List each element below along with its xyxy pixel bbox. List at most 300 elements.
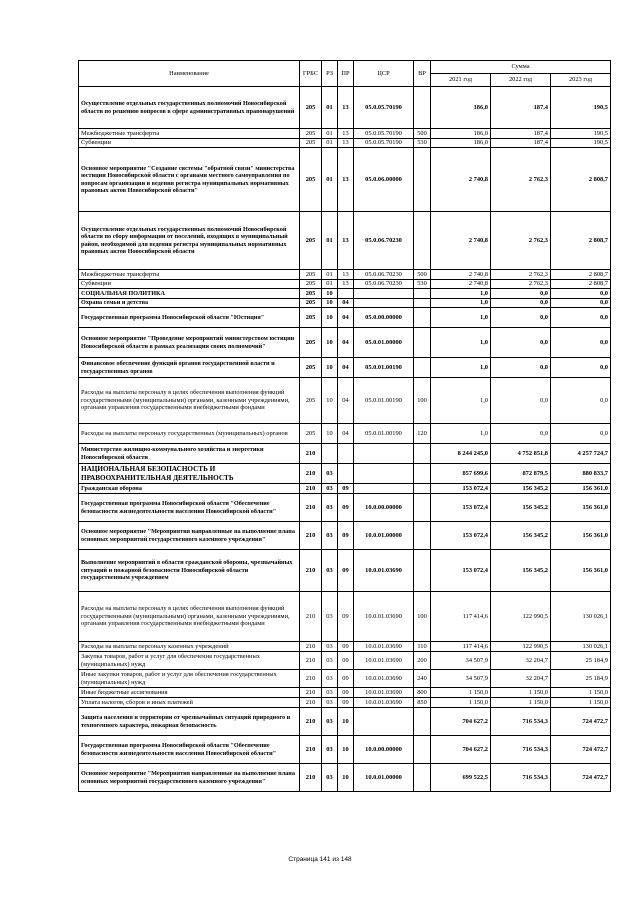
row-vr bbox=[414, 358, 431, 378]
row-value-2021: 704 627,2 bbox=[431, 708, 491, 736]
row-rz: 01 bbox=[322, 212, 338, 270]
row-csr bbox=[354, 708, 414, 736]
row-vr bbox=[414, 494, 431, 522]
row-vr: 120 bbox=[414, 424, 431, 444]
row-pr: 13 bbox=[338, 129, 354, 139]
row-value-2023: 190,5 bbox=[551, 139, 611, 148]
row-rz: 03 bbox=[322, 494, 338, 522]
row-pr: 13 bbox=[338, 280, 354, 289]
table-row bbox=[79, 642, 611, 652]
row-grbs: 205 bbox=[300, 299, 322, 308]
table-row bbox=[79, 212, 611, 270]
row-rz: 03 bbox=[322, 550, 338, 592]
row-value-2022: 0,0 bbox=[491, 358, 551, 378]
table-row bbox=[79, 358, 611, 378]
row-value-2021: 2 740,8 bbox=[431, 148, 491, 212]
row-vr bbox=[414, 464, 431, 484]
row-value-2021: 153 072,4 bbox=[431, 484, 491, 494]
row-value-2023: 0,0 bbox=[551, 424, 611, 444]
row-grbs: 210 bbox=[300, 688, 322, 698]
row-name: Субвенции bbox=[79, 139, 300, 148]
row-csr: 10.0.01.03690 bbox=[354, 592, 414, 642]
row-value-2022: 156 345,2 bbox=[491, 522, 551, 550]
row-name: Основное мероприятие "Мероприятия направленные на выполнение плана основных мероприятий государственного казенного учреждения" bbox=[79, 522, 300, 550]
row-grbs: 205 bbox=[300, 424, 322, 444]
row-pr: 13 bbox=[338, 87, 354, 129]
row-csr: 05.0.01.00190 bbox=[354, 424, 414, 444]
row-rz: 03 bbox=[322, 698, 338, 708]
row-name: Охрана семьи и детства bbox=[79, 299, 300, 308]
row-grbs: 210 bbox=[300, 444, 322, 464]
row-grbs: 205 bbox=[300, 129, 322, 139]
row-value-2021: 34 507,9 bbox=[431, 652, 491, 670]
row-name: Расходы на выплаты персоналу в целях обеспечения выполнения функций государственными (муниципальными) органами, казенными учреждениями, органами управления государственными внебюджетными фондами bbox=[79, 378, 300, 424]
row-value-2021: 153 072,4 bbox=[431, 494, 491, 522]
row-csr: 10.0.01.03690 bbox=[354, 642, 414, 652]
row-value-2023: 0,0 bbox=[551, 308, 611, 328]
table-body bbox=[79, 87, 611, 792]
row-value-2021: 186,0 bbox=[431, 87, 491, 129]
table-row bbox=[79, 148, 611, 212]
row-vr: 110 bbox=[414, 642, 431, 652]
row-pr: 04 bbox=[338, 358, 354, 378]
row-vr: 100 bbox=[414, 592, 431, 642]
row-rz: 01 bbox=[322, 280, 338, 289]
table-row bbox=[79, 270, 611, 280]
row-rz: 10 bbox=[322, 299, 338, 308]
row-value-2021: 857 699,6 bbox=[431, 464, 491, 484]
row-csr: 05.0.00.00000 bbox=[354, 308, 414, 328]
row-name: Иные бюджетные ассигнования bbox=[79, 688, 300, 698]
row-vr: 530 bbox=[414, 139, 431, 148]
row-pr bbox=[338, 289, 354, 299]
row-pr: 13 bbox=[338, 212, 354, 270]
row-name: Основное мероприятие "Проведение мероприятий министерством юстиции Новосибирской области в рамках реализации своих полномочий" bbox=[79, 328, 300, 358]
row-name: Защита населения и территории от чрезвычайных ситуаций природного и техногенного характера, пожарная безопасность bbox=[79, 708, 300, 736]
row-value-2021: 1,0 bbox=[431, 308, 491, 328]
row-csr: 10.0.00.00000 bbox=[354, 736, 414, 764]
header-pr: ПР bbox=[338, 61, 354, 87]
row-grbs: 210 bbox=[300, 494, 322, 522]
row-vr bbox=[414, 299, 431, 308]
row-name: Финансовое обеспечение функций органов государственной власти и государственных органов bbox=[79, 358, 300, 378]
row-value-2022: 187,4 bbox=[491, 129, 551, 139]
row-pr: 09 bbox=[338, 652, 354, 670]
row-value-2023: 2 808,7 bbox=[551, 212, 611, 270]
row-vr bbox=[414, 522, 431, 550]
row-value-2022: 156 345,2 bbox=[491, 494, 551, 522]
table-row bbox=[79, 378, 611, 424]
row-vr bbox=[414, 328, 431, 358]
row-name: Межбюджетные трансферты bbox=[79, 129, 300, 139]
row-value-2023: 0,0 bbox=[551, 299, 611, 308]
header-rz: РЗ bbox=[322, 61, 338, 87]
row-value-2022: 122 990,5 bbox=[491, 592, 551, 642]
row-csr: 10.0.01.00000 bbox=[354, 764, 414, 792]
row-name: Государственная программа Новосибирской области "Обеспечение безопасности жизнедеятельности населения Новосибирской области" bbox=[79, 494, 300, 522]
row-value-2022: 1 150,0 bbox=[491, 698, 551, 708]
row-csr: 10.0.00.00000 bbox=[354, 494, 414, 522]
row-name: Закупка товаров, работ и услуг для обеспечения государственных (муниципальных) нужд bbox=[79, 652, 300, 670]
row-rz: 03 bbox=[322, 592, 338, 642]
row-csr: 05.0.06.70230 bbox=[354, 212, 414, 270]
row-csr: 05.0.01.00190 bbox=[354, 358, 414, 378]
row-value-2022: 2 762,3 bbox=[491, 148, 551, 212]
table-row bbox=[79, 652, 611, 670]
row-vr bbox=[414, 736, 431, 764]
row-csr: 10.0.01.03690 bbox=[354, 670, 414, 688]
row-csr: 05.0.05.70190 bbox=[354, 139, 414, 148]
row-value-2021: 117 414,6 bbox=[431, 642, 491, 652]
row-csr bbox=[354, 444, 414, 464]
header-year-2023: 2023 год bbox=[551, 74, 611, 87]
table-row bbox=[79, 139, 611, 148]
row-csr: 05.0.05.70190 bbox=[354, 129, 414, 139]
row-value-2021: 153 072,4 bbox=[431, 522, 491, 550]
table-row bbox=[79, 670, 611, 688]
row-value-2023: 2 808,7 bbox=[551, 270, 611, 280]
table-row bbox=[79, 550, 611, 592]
row-value-2022: 0,0 bbox=[491, 289, 551, 299]
row-rz bbox=[322, 444, 338, 464]
row-csr bbox=[354, 289, 414, 299]
row-rz: 03 bbox=[322, 670, 338, 688]
row-value-2021: 117 414,6 bbox=[431, 592, 491, 642]
row-rz: 03 bbox=[322, 642, 338, 652]
row-pr: 10 bbox=[338, 764, 354, 792]
row-name: Государственная программа Новосибирской области "Обеспечение безопасности жизнедеятельности населения Новосибирской области" bbox=[79, 736, 300, 764]
row-csr: 10.0.01.03690 bbox=[354, 652, 414, 670]
row-vr: 100 bbox=[414, 378, 431, 424]
row-pr: 04 bbox=[338, 299, 354, 308]
row-grbs: 205 bbox=[300, 148, 322, 212]
row-csr: 10.0.01.00000 bbox=[354, 522, 414, 550]
row-value-2023: 156 361,0 bbox=[551, 550, 611, 592]
table-row bbox=[79, 464, 611, 484]
row-value-2023: 4 257 724,7 bbox=[551, 444, 611, 464]
row-csr: 05.0.05.70190 bbox=[354, 87, 414, 129]
row-grbs: 205 bbox=[300, 328, 322, 358]
row-rz: 03 bbox=[322, 764, 338, 792]
table-row bbox=[79, 688, 611, 698]
row-pr: 09 bbox=[338, 592, 354, 642]
row-grbs: 210 bbox=[300, 652, 322, 670]
row-vr: 800 bbox=[414, 688, 431, 698]
row-grbs: 205 bbox=[300, 139, 322, 148]
row-value-2022: 0,0 bbox=[491, 328, 551, 358]
row-value-2021: 1,0 bbox=[431, 299, 491, 308]
row-value-2021: 8 244 245,0 bbox=[431, 444, 491, 464]
row-vr bbox=[414, 148, 431, 212]
row-value-2022: 0,0 bbox=[491, 378, 551, 424]
row-value-2022: 716 534,3 bbox=[491, 764, 551, 792]
row-value-2023: 1 150,0 bbox=[551, 688, 611, 698]
row-value-2023: 156 361,0 bbox=[551, 522, 611, 550]
row-pr: 04 bbox=[338, 378, 354, 424]
table-row bbox=[79, 129, 611, 139]
row-vr bbox=[414, 289, 431, 299]
row-value-2021: 1,0 bbox=[431, 358, 491, 378]
row-value-2023: 0,0 bbox=[551, 328, 611, 358]
row-rz: 10 bbox=[322, 308, 338, 328]
row-pr: 09 bbox=[338, 688, 354, 698]
row-vr bbox=[414, 212, 431, 270]
row-value-2022: 0,0 bbox=[491, 308, 551, 328]
row-value-2023: 130 026,1 bbox=[551, 642, 611, 652]
table-row bbox=[79, 87, 611, 129]
row-value-2023: 1 150,0 bbox=[551, 698, 611, 708]
row-grbs: 210 bbox=[300, 484, 322, 494]
row-value-2021: 2 740,8 bbox=[431, 270, 491, 280]
row-vr bbox=[414, 764, 431, 792]
row-value-2023: 156 361,0 bbox=[551, 484, 611, 494]
row-value-2021: 186,0 bbox=[431, 139, 491, 148]
row-grbs: 205 bbox=[300, 378, 322, 424]
row-value-2021: 1 150,0 bbox=[431, 688, 491, 698]
page-footer: Страница 141 из 148 bbox=[288, 856, 352, 863]
row-value-2022: 0,0 bbox=[491, 424, 551, 444]
row-rz: 01 bbox=[322, 270, 338, 280]
row-pr: 10 bbox=[338, 736, 354, 764]
row-grbs: 210 bbox=[300, 522, 322, 550]
row-name: Уплата налогов, сборов и иных платежей bbox=[79, 698, 300, 708]
row-name: Осуществление отдельных государственных полномочий Новосибирской области по сбору информации от поселений, входящих в муниципальный район, необходимой для ведения регистра муниципальных нормативных правовых актов Новосибирской области bbox=[79, 212, 300, 270]
table-row bbox=[79, 299, 611, 308]
row-value-2022: 0,0 bbox=[491, 299, 551, 308]
row-csr bbox=[354, 464, 414, 484]
row-value-2023: 2 808,7 bbox=[551, 148, 611, 212]
table-row bbox=[79, 484, 611, 494]
header-year-2021: 2021 год bbox=[431, 74, 491, 87]
row-name: Субвенции bbox=[79, 280, 300, 289]
row-vr bbox=[414, 550, 431, 592]
row-csr: 10.0.01.03690 bbox=[354, 698, 414, 708]
row-value-2021: 1,0 bbox=[431, 378, 491, 424]
row-vr: 850 bbox=[414, 698, 431, 708]
row-pr: 13 bbox=[338, 139, 354, 148]
row-name: Основное мероприятие "Мероприятия направленные на выполнение плана основных мероприятий государственного казенного учреждения" bbox=[79, 764, 300, 792]
row-pr bbox=[338, 444, 354, 464]
row-value-2021: 1,0 bbox=[431, 328, 491, 358]
row-value-2023: 724 472,7 bbox=[551, 764, 611, 792]
table-row bbox=[79, 592, 611, 642]
row-csr: 05.0.01.00190 bbox=[354, 378, 414, 424]
row-name: Расходы на выплаты персоналу в целях обеспечения выполнения функций государственными (муниципальными) органами, казенными учреждениями, органами управления государственными внебюджетными фондами bbox=[79, 592, 300, 642]
row-pr: 09 bbox=[338, 698, 354, 708]
row-rz: 03 bbox=[322, 484, 338, 494]
row-pr: 04 bbox=[338, 328, 354, 358]
row-name: Гражданская оборона bbox=[79, 484, 300, 494]
table-row bbox=[79, 494, 611, 522]
row-grbs: 210 bbox=[300, 764, 322, 792]
row-rz: 10 bbox=[322, 358, 338, 378]
row-pr: 09 bbox=[338, 642, 354, 652]
row-value-2022: 2 762,3 bbox=[491, 280, 551, 289]
row-value-2023: 724 472,7 bbox=[551, 736, 611, 764]
row-csr bbox=[354, 299, 414, 308]
row-value-2021: 1,0 bbox=[431, 424, 491, 444]
row-value-2023: 25 184,9 bbox=[551, 670, 611, 688]
row-value-2022: 122 990,5 bbox=[491, 642, 551, 652]
header-vr: ВР bbox=[414, 61, 431, 87]
budget-table bbox=[78, 60, 611, 792]
row-vr bbox=[414, 444, 431, 464]
row-value-2022: 156 345,2 bbox=[491, 550, 551, 592]
row-value-2021: 2 740,8 bbox=[431, 280, 491, 289]
header-grbs: ГРБС bbox=[300, 61, 322, 87]
row-rz: 10 bbox=[322, 424, 338, 444]
row-rz: 10 bbox=[322, 378, 338, 424]
row-vr bbox=[414, 708, 431, 736]
row-csr: 05.0.01.00000 bbox=[354, 328, 414, 358]
row-value-2021: 153 072,4 bbox=[431, 550, 491, 592]
row-value-2022: 2 762,3 bbox=[491, 270, 551, 280]
row-value-2022: 872 879,5 bbox=[491, 464, 551, 484]
row-pr: 04 bbox=[338, 424, 354, 444]
row-name: Основное мероприятие "Создание системы "обратной связи" министерства юстиции Новосибирской области с органами местного самоуправления по вопросам организации и ведения регистра муниципальных нормативных правовых актов Новосибирской области" bbox=[79, 148, 300, 212]
row-vr bbox=[414, 308, 431, 328]
row-name: Министерство жилищно-коммунального хозяйства и энергетики Новосибирской области bbox=[79, 444, 300, 464]
row-grbs: 205 bbox=[300, 358, 322, 378]
row-rz: 03 bbox=[322, 464, 338, 484]
row-value-2021: 2 740,8 bbox=[431, 212, 491, 270]
table-row bbox=[79, 736, 611, 764]
row-name: Осуществление отдельных государственных полномочий Новосибирской области по решению вопросов в сфере административных правонарушений bbox=[79, 87, 300, 129]
table-row bbox=[79, 280, 611, 289]
row-name: Межбюджетные трансферты bbox=[79, 270, 300, 280]
row-grbs: 205 bbox=[300, 289, 322, 299]
row-name: Расходы на выплаты персоналу казенных учреждений bbox=[79, 642, 300, 652]
row-value-2021: 186,0 bbox=[431, 129, 491, 139]
row-vr: 240 bbox=[414, 670, 431, 688]
row-grbs: 205 bbox=[300, 280, 322, 289]
table-row bbox=[79, 424, 611, 444]
header-year-2022: 2022 год bbox=[491, 74, 551, 87]
row-value-2022: 1 150,0 bbox=[491, 688, 551, 698]
row-rz: 01 bbox=[322, 148, 338, 212]
row-pr: 04 bbox=[338, 308, 354, 328]
row-value-2023: 130 026,1 bbox=[551, 592, 611, 642]
row-value-2023: 156 361,0 bbox=[551, 494, 611, 522]
row-csr: 10.0.01.03690 bbox=[354, 688, 414, 698]
row-csr: 05.0.06.70230 bbox=[354, 280, 414, 289]
row-pr bbox=[338, 464, 354, 484]
table-row bbox=[79, 708, 611, 736]
row-csr bbox=[354, 484, 414, 494]
row-rz: 03 bbox=[322, 688, 338, 698]
row-name: СОЦИАЛЬНАЯ ПОЛИТИКА bbox=[79, 289, 300, 299]
row-value-2023: 25 184,9 bbox=[551, 652, 611, 670]
row-csr: 10.0.01.03690 bbox=[354, 550, 414, 592]
row-value-2021: 704 627,2 bbox=[431, 736, 491, 764]
row-pr: 09 bbox=[338, 550, 354, 592]
row-vr bbox=[414, 484, 431, 494]
row-rz: 01 bbox=[322, 129, 338, 139]
row-csr: 05.0.06.00000 bbox=[354, 148, 414, 212]
row-vr: 500 bbox=[414, 270, 431, 280]
table-row bbox=[79, 444, 611, 464]
row-rz: 01 bbox=[322, 87, 338, 129]
row-vr: 500 bbox=[414, 129, 431, 139]
row-pr: 13 bbox=[338, 148, 354, 212]
table-row bbox=[79, 308, 611, 328]
header-sum: Сумма bbox=[431, 61, 611, 74]
row-rz: 10 bbox=[322, 328, 338, 358]
row-csr: 05.0.06.70230 bbox=[354, 270, 414, 280]
table-row bbox=[79, 289, 611, 299]
row-name: Выполнение мероприятий в области гражданской обороны, чрезвычайных ситуаций и пожарной безопасности Новосибирской области государственным учреждением bbox=[79, 550, 300, 592]
row-name: НАЦИОНАЛЬНАЯ БЕЗОПАСНОСТЬ И ПРАВООХРАНИТЕЛЬНАЯ ДЕЯТЕЛЬНОСТЬ bbox=[79, 464, 300, 484]
row-value-2023: 190,5 bbox=[551, 87, 611, 129]
table-row bbox=[79, 328, 611, 358]
row-value-2022: 32 204,7 bbox=[491, 652, 551, 670]
row-value-2022: 32 204,7 bbox=[491, 670, 551, 688]
row-value-2023: 880 833,7 bbox=[551, 464, 611, 484]
row-value-2022: 716 534,3 bbox=[491, 708, 551, 736]
row-name: Расходы на выплаты персоналу государственных (муниципальных) органов bbox=[79, 424, 300, 444]
row-vr: 200 bbox=[414, 652, 431, 670]
row-pr: 09 bbox=[338, 484, 354, 494]
row-grbs: 205 bbox=[300, 212, 322, 270]
row-grbs: 210 bbox=[300, 592, 322, 642]
row-name: Иные закупки товаров, работ и услуг для обеспечения государственных (муниципальных) нужд bbox=[79, 670, 300, 688]
row-grbs: 210 bbox=[300, 550, 322, 592]
table-row bbox=[79, 698, 611, 708]
row-pr: 09 bbox=[338, 494, 354, 522]
row-rz: 03 bbox=[322, 652, 338, 670]
row-grbs: 210 bbox=[300, 736, 322, 764]
row-pr: 10 bbox=[338, 708, 354, 736]
row-rz: 03 bbox=[322, 736, 338, 764]
row-rz: 10 bbox=[322, 289, 338, 299]
row-vr: 530 bbox=[414, 280, 431, 289]
row-rz: 01 bbox=[322, 139, 338, 148]
row-value-2022: 187,4 bbox=[491, 139, 551, 148]
row-value-2023: 0,0 bbox=[551, 378, 611, 424]
table-row bbox=[79, 522, 611, 550]
row-value-2021: 1 150,0 bbox=[431, 698, 491, 708]
row-rz: 03 bbox=[322, 522, 338, 550]
header-csr: ЦСР bbox=[354, 61, 414, 87]
row-name: Государственная программа Новосибирской области "Юстиция" bbox=[79, 308, 300, 328]
row-value-2023: 190,5 bbox=[551, 129, 611, 139]
row-grbs: 210 bbox=[300, 642, 322, 652]
row-pr: 13 bbox=[338, 270, 354, 280]
row-grbs: 210 bbox=[300, 698, 322, 708]
row-value-2021: 1,0 bbox=[431, 289, 491, 299]
row-value-2021: 699 522,5 bbox=[431, 764, 491, 792]
row-grbs: 205 bbox=[300, 87, 322, 129]
row-grbs: 205 bbox=[300, 270, 322, 280]
row-value-2022: 2 762,3 bbox=[491, 212, 551, 270]
table-header bbox=[79, 61, 611, 87]
row-value-2022: 156 345,2 bbox=[491, 484, 551, 494]
table-row bbox=[79, 764, 611, 792]
row-value-2021: 34 507,9 bbox=[431, 670, 491, 688]
row-grbs: 210 bbox=[300, 464, 322, 484]
row-value-2023: 724 472,7 bbox=[551, 708, 611, 736]
header-name: Наименование bbox=[79, 61, 300, 87]
row-value-2023: 0,0 bbox=[551, 358, 611, 378]
row-grbs: 205 bbox=[300, 308, 322, 328]
row-vr bbox=[414, 87, 431, 129]
row-pr: 09 bbox=[338, 522, 354, 550]
row-value-2022: 716 534,3 bbox=[491, 736, 551, 764]
row-value-2023: 0,0 bbox=[551, 289, 611, 299]
row-value-2022: 187,4 bbox=[491, 87, 551, 129]
row-grbs: 210 bbox=[300, 708, 322, 736]
row-pr: 09 bbox=[338, 670, 354, 688]
